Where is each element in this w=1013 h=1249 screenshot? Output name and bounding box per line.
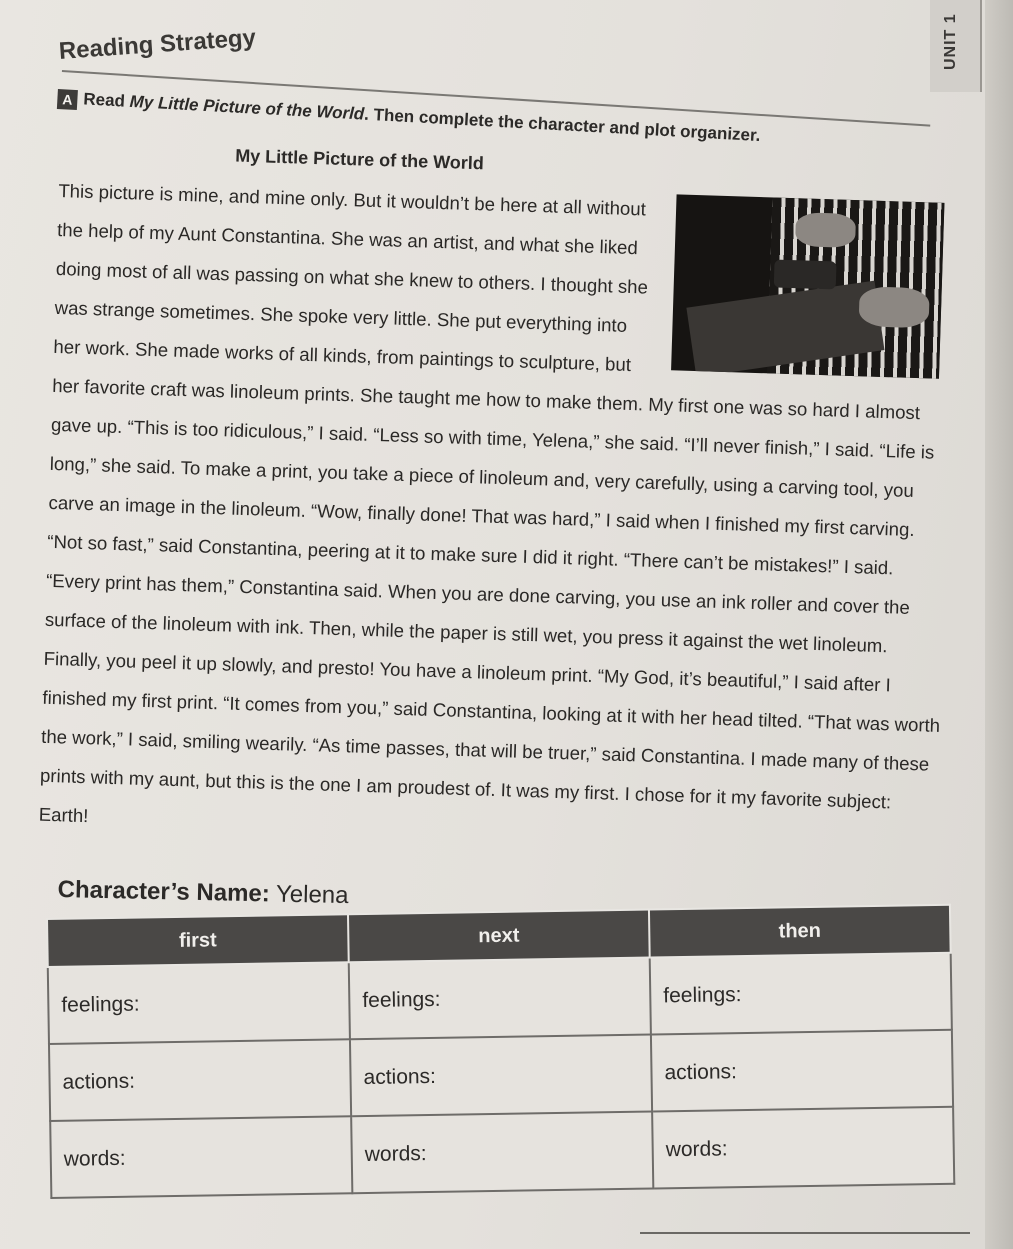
character-name-value: Yelena [275,880,349,910]
organizer-row-words [50,1107,954,1198]
character-plot-organizer [46,904,955,1199]
organizer-row-feelings [48,953,952,1044]
story-block [38,140,959,862]
cell-next-actions[interactable]: actions: [350,1035,652,1117]
instruction-prefix: Read [82,89,126,111]
cell-first-actions[interactable]: actions: [49,1039,351,1121]
cell-then-actions[interactable]: actions: [651,1030,953,1112]
instruction-suffix: . Then complete the character and plot organizer. [363,104,761,146]
page-edge [985,0,1013,1249]
cell-then-words[interactable]: words: [652,1107,954,1189]
column-header-next: next [348,910,650,963]
upper-hand [795,212,856,248]
instruction-story-title: My Little Picture of the World [129,91,365,124]
unit-label: UNIT 1 [942,13,959,70]
cell-first-feelings[interactable]: feelings: [48,962,350,1044]
cell-next-feelings[interactable]: feelings: [349,958,651,1040]
cell-next-words[interactable]: words: [351,1112,653,1194]
cell-then-feelings[interactable]: feelings: [650,953,952,1035]
character-name-label: Character’s Name: [57,876,271,908]
story-paragraph: This picture is mine, and mine only. But it wouldn’t be here at all without the help of my Aunt Constantina. She was an artist, and what she liked doing most of all was passing on what she knew to others. I thought she was strange sometimes. She spoke very little. She put everything into her work. She made works of all kinds, from paintings to sculpture, but her favorite craft was linoleum prints. She taught me how to make them. My first one was so hard I almost gave up. “This is too ridiculous,” I said. “Less so with time, Yelena,” she said. “I’ll never finish,” I said. “Life is long,” she said. To make a print, you take a piece of linoleum and, very carefully, using a carving tool, you carve an image in the linoleum. “Wow, finally done! That was hard,” I said when I finished my first carving. “Not so fast,” said Constantina, peering at it to make sure I did it right. “There can’t be mistakes!” I said. “Every print has them,” Constantina said. When you are done carving, you use an ink roller and cover the surface of the linoleum with ink. Then, while the paper is still wet, you press it against the wet linoleum. Finally, you peel it up slowly, and presto! You have a linoleum print. “My God, it’s beautiful,” I said after I finished my first print. “It comes from you,” said Constantina, looking at it with her head tilted. “That was worth the work,” I said, smiling wearily. “As time passes, that will be truer,” said Constantina. I made many of these prints with my aunt, but this is the one I am proudest of. It was my first. I chose for it my favorite subject: Earth! [38,179,941,827]
lower-hand [859,286,930,328]
column-header-then: then [649,905,951,958]
story-title: My Little Picture of the World [234,145,485,174]
cell-first-words[interactable]: words: [50,1116,352,1198]
activity-letter-badge: A [57,89,78,110]
column-header-first: first [47,914,349,967]
ink-roller [774,260,837,290]
page-footer-rule [640,1232,970,1234]
story-text-container [38,171,958,862]
section-title: Reading Strategy [58,24,257,65]
linoleum-print-photo [671,194,944,378]
organizer-row-actions [49,1030,953,1121]
